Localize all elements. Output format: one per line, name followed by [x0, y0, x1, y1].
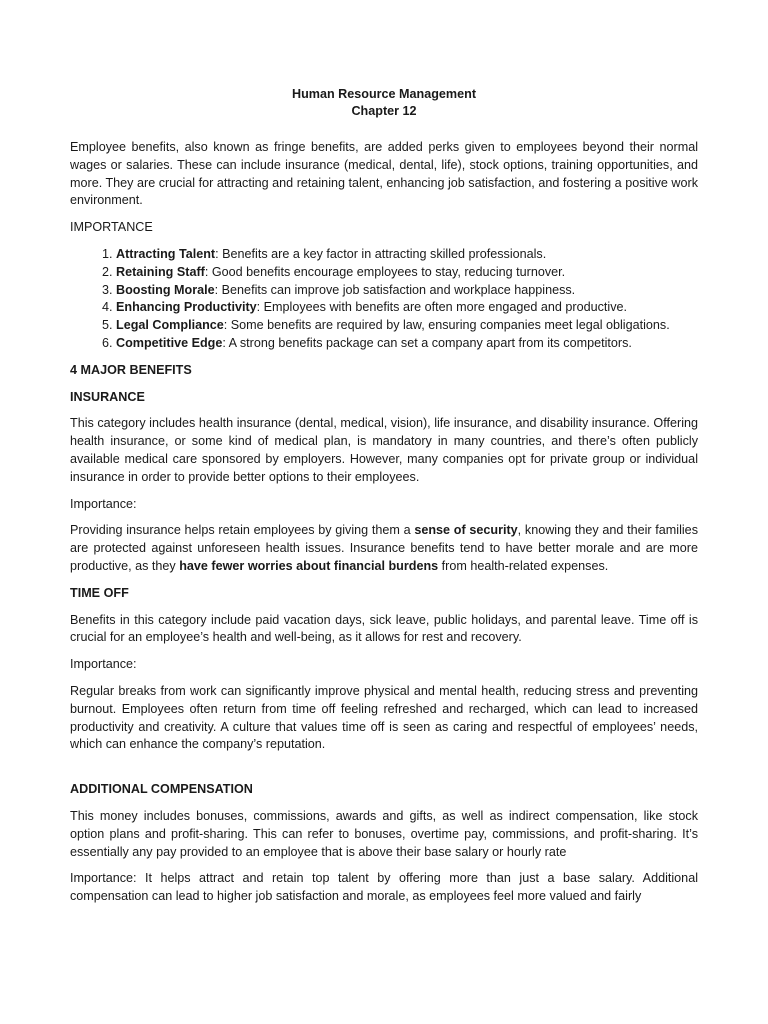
timeoff-importance-paragraph: Regular breaks from work can significantly improve physical and mental health, reducing stress and preventing burnout. Employees often return from time off feeling refreshed and recharged, which can lead to increased productivity and creativity. A culture that values time off is seen as caring and respectful of employees’ needs, which can enhance the company’s reputation. — [70, 683, 698, 752]
insurance-importance-label: Importance: — [70, 496, 137, 511]
insurance-imp-text-1: Providing insurance helps retain employees by giving them a — [70, 523, 415, 538]
importance-heading: IMPORTANCE — [70, 220, 153, 235]
list-item-term: Retaining Staff — [116, 264, 205, 279]
list-item-term: Attracting Talent — [116, 246, 216, 261]
timeoff-importance-label: Importance: — [70, 657, 137, 672]
document-page — [70, 86, 698, 915]
list-item-text: : A strong benefits package can set a company apart from its competitors. — [222, 335, 632, 350]
intro-paragraph: Employee benefits, also known as fringe benefits, are added perks given to employees beyond their normal wages or salaries. These can include insurance (medical, dental, life), stock options, training opportunities, and more. They are crucial for attracting and retaining talent, enhancing job satisfaction, and fostering a positive work environment. — [70, 140, 698, 208]
list-item-text: : Some benefits are required by law, ensuring companies meet legal obligations. — [223, 318, 670, 333]
insurance-imp-bold-2: have fewer worries about financial burdens — [179, 558, 439, 573]
timeoff-heading: TIME OFF — [70, 585, 129, 600]
document-title-block — [70, 86, 698, 120]
insurance-heading: INSURANCE — [70, 389, 145, 404]
list-item-text: : Good benefits encourage employees to stay, reducing turnover. — [204, 264, 566, 279]
insurance-paragraph: This category includes health insurance (dental, medical, vision), life insurance, and disability insurance. Offering health insurance, or some kind of medical plan, is mandatory in many countries, and there’s often publicly available medical care sponsored by employers. However, many companies opt for private group or individual insurance in order to provide better options to their employees. — [70, 416, 698, 484]
document-title: Human Resource Management — [291, 87, 477, 101]
list-item — [116, 264, 698, 282]
list-item-term: Boosting Morale — [116, 282, 215, 297]
list-item-term: Enhancing Productivity — [116, 300, 257, 315]
section-spacer — [70, 763, 698, 781]
list-item — [116, 317, 698, 335]
list-item-term: Legal Compliance — [116, 318, 224, 333]
insurance-importance-paragraph — [70, 522, 698, 575]
list-item-term: Competitive Edge — [116, 335, 223, 350]
insurance-imp-text-2: , knowing they and their families are protected against unforeseen health issues. Insurance benefits tend to have better morale and are more productive, as they — [70, 523, 698, 573]
list-item — [116, 282, 698, 300]
list-item — [116, 299, 698, 317]
additional-importance-paragraph: Importance: It helps attract and retain top talent by offering more than just a base salary. Additional compensation can lead to higher job satisfaction and morale, as employees feel more valued and fairly — [70, 871, 698, 904]
importance-list — [70, 246, 698, 353]
additional-compensation-heading: ADDITIONAL COMPENSATION — [70, 782, 253, 797]
major-benefits-heading: 4 MAJOR BENEFITS — [70, 362, 192, 377]
chapter-label: Chapter 12 — [351, 104, 417, 118]
list-item — [116, 335, 698, 353]
list-item-text: : Benefits can improve job satisfaction and workplace happiness. — [214, 282, 576, 297]
insurance-imp-bold-1: sense of security — [414, 523, 518, 538]
list-item — [116, 246, 698, 264]
list-item-text: : Employees with benefits are often more engaged and productive. — [256, 300, 627, 315]
insurance-imp-text-3: from health-related expenses. — [438, 558, 609, 573]
timeoff-paragraph: Benefits in this category include paid vacation days, sick leave, public holidays, and parental leave. Time off is crucial for an employee’s health and well-being, as it allows for rest and recovery. — [70, 612, 698, 645]
additional-compensation-paragraph: This money includes bonuses, commissions, awards and gifts, as well as indirect compensation, like stock option plans and profit-sharing. This can refer to bonuses, overtime pay, commissions, and profit-sharing. It’s essentially any pay provided to an employee that is above their base salary or hourly rate — [70, 808, 698, 859]
list-item-text: : Benefits are a key factor in attracting skilled professionals. — [215, 246, 547, 261]
